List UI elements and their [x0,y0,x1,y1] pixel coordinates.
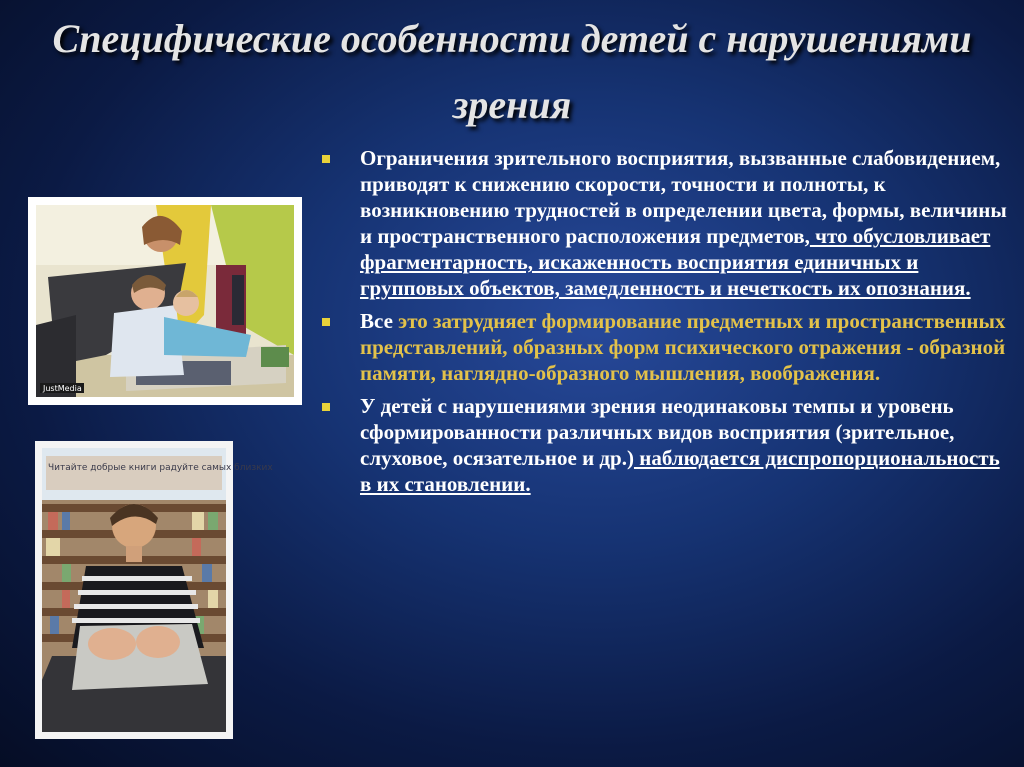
classroom-photo-image [36,205,294,397]
square-bullet-icon [322,403,330,411]
bullet-2-lead: Все [360,309,399,333]
bullet-2-highlight-text: это затрудняет формирование предметных и пространственных представлений, образных форм психического отражения - образной памяти, наглядно-образного мышления, воображения. [360,309,1006,385]
bullet-item-perception-types [322,393,1012,497]
library-photo-image [42,448,273,732]
library-photo [35,441,273,739]
bullet-3-text: У детей с нарушениями зрения неодинаковы темпы и уровень сформированности различных видов восприятия (зрительное, слуховое, осязательное и др.) [360,394,955,470]
slide-title: Специфические особенности детей с нарушениями зрения [52,16,972,127]
square-bullet-icon [322,155,330,163]
bullet-list [322,145,1012,504]
bullet-1-text: Ограничения зрительного восприятия, вызванные слабовидением, приводят к снижению скорости, точности и полноты, к возникновению трудностей в определении цвета, формы, величины и пространственного расположения предметов, [360,146,1007,248]
bullet-item-representations [322,308,1012,386]
photo-watermark: JustMedia [43,384,82,393]
library-sign: Читайте добрые книги радуйте самых близких [48,463,273,473]
bullet-item-visual-perception [322,145,1012,301]
square-bullet-icon [322,318,330,326]
bullet-3-underlined-text: наблюдается диспропорциональность в их становлении. [360,446,1000,496]
classroom-photo [28,197,302,405]
bullet-1-underlined-text: что обусловливает фрагментарность, искаженность восприятия единичных и групповых объектов, замедленность и нечеткость их опознания. [360,224,991,300]
